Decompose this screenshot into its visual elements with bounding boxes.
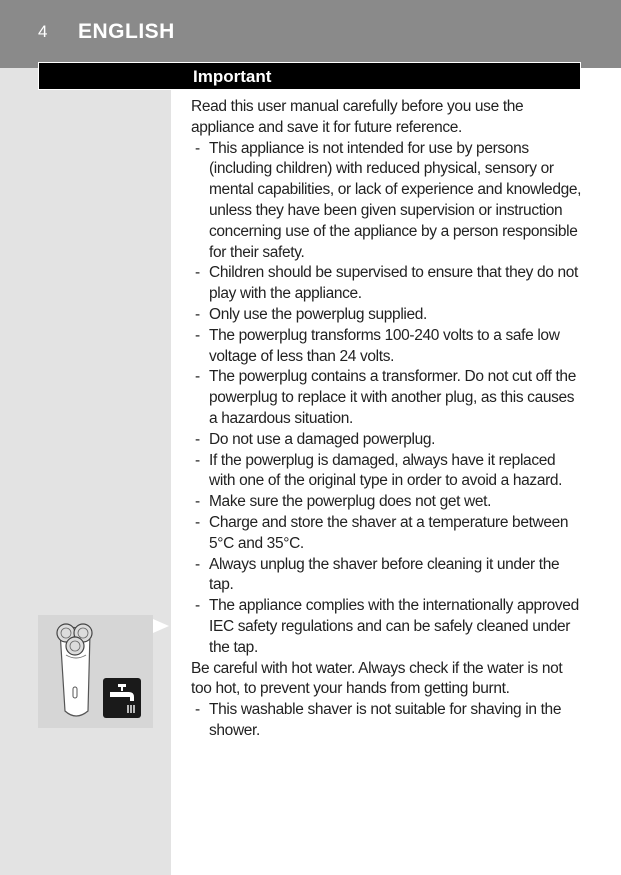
list-item: - Only use the powerplug supplied.	[195, 305, 428, 323]
left-margin-column	[0, 68, 171, 875]
shaver-illustration	[38, 615, 153, 728]
page-number: 4	[38, 22, 48, 41]
section-title: Important	[193, 67, 272, 86]
section-header-bar	[38, 62, 581, 90]
list-item: - If the powerplug is damaged, always have it replaced with one of the original type in order to avoid a hazard.	[195, 451, 563, 490]
language-title: ENGLISH	[78, 20, 175, 43]
figure-pointer	[153, 619, 169, 633]
list-item: - The powerplug contains a transformer. Do not cut off the powerplug to replace it with another plug, as this causes a hazardous situation.	[195, 368, 576, 427]
shower-list	[191, 700, 583, 742]
safety-list	[191, 139, 583, 659]
list-item: - The powerplug transforms 100-240 volts to a safe low voltage of less than 24 volts.	[195, 326, 560, 365]
list-item: - Always unplug the shaver before cleaning it under the tap.	[195, 555, 560, 594]
list-item: - This appliance is not intended for use by persons (including children) with reduced physical, sensory or mental capabilities, or lack of experience and knowledge, unless they have been given supervision or instruction concerning use of the appliance by a person responsible for their safety.	[195, 139, 582, 261]
list-item: - The appliance complies with the internationally approved IEC safety regulations and can be safely cleaned under the tap.	[195, 597, 579, 656]
body-text	[191, 97, 583, 742]
list-item: - Do not use a damaged powerplug.	[195, 430, 436, 448]
header-band	[0, 0, 621, 68]
water-tap-icon	[103, 678, 141, 718]
list-item: - Children should be supervised to ensure that they do not play with the appliance.	[195, 264, 579, 303]
hot-water-note: Be careful with hot water. Always check if the water is not too hot, to prevent your hands from getting burnt.	[191, 659, 563, 698]
intro-paragraph: Read this user manual carefully before you use the appliance and save it for future reference.	[191, 98, 524, 136]
list-item: - Charge and store the shaver at a temperature between 5°C and 35°C.	[195, 513, 569, 552]
list-item: - Make sure the powerplug does not get wet.	[195, 493, 492, 511]
list-item: - This washable shaver is not suitable for shaving in the shower.	[195, 701, 562, 739]
